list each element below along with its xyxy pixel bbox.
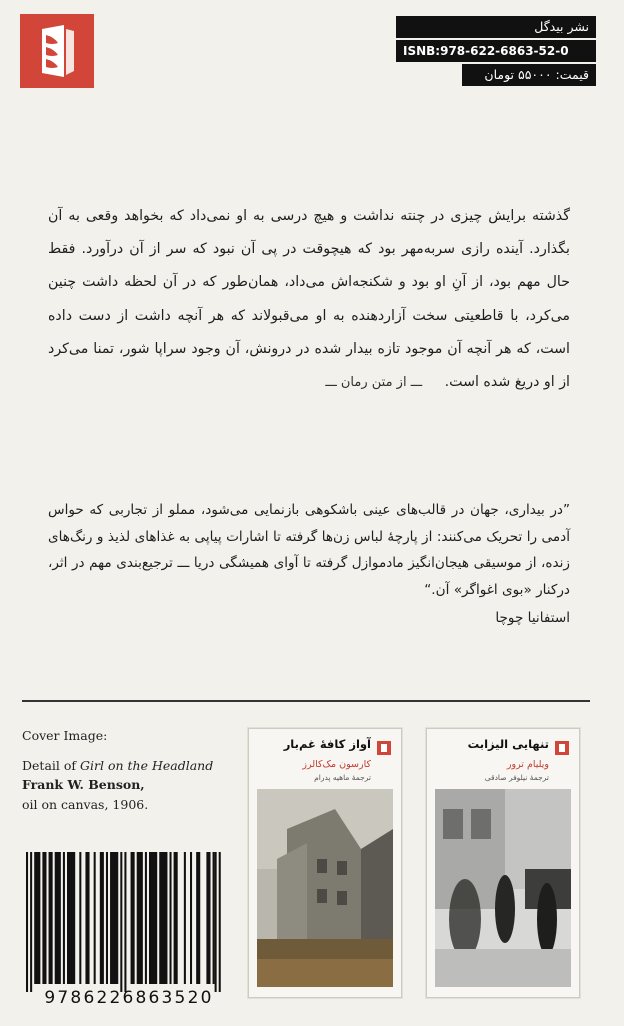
barcode-bar — [30, 852, 32, 992]
related-book-author: ویلیام ترور — [506, 759, 549, 770]
barcode-bar — [49, 852, 53, 984]
excerpt-text: گذشته برایش چیزی در چنته نداشت و هیچ درسی به او نمی‌داد که بخواهد وقعی به آن بگذارد. آینده رازی سربه‌مهر بود که هیچوقت در پی آن نبود که سر از آن درآورد. فقط حال مهم بود، از آنِ او بود و شکنجه‌اش می‌داد، همان‌طور که در آن لحظه داشت چنین می‌کرد، با قاطعیتی سخت آزاردهنده به او می‌قبولاند که هر آنچه داشت از دست داده است، که هر آنچه آن موجود تازه بیدار شده در درونش، آن وجود سراپا شور، تمنا می‌کرد از او دریغ شده است. — [48, 208, 570, 391]
barcode-bar — [196, 852, 200, 984]
excerpt-source: ـــ از متن رمان ـــ — [325, 375, 423, 391]
excerpt-paragraph — [48, 200, 570, 399]
cover-painting-house — [257, 789, 393, 987]
barcode-bar — [149, 852, 157, 984]
barcode-bar — [34, 852, 40, 984]
barcode-bar — [26, 852, 28, 992]
barcode-bar — [106, 852, 108, 984]
credit-detail — [22, 756, 232, 776]
related-book-cover — [248, 728, 402, 998]
barcode-bar — [137, 852, 143, 984]
barcode-bar — [42, 852, 46, 984]
barcode-bar — [100, 852, 104, 984]
quote-author: استفانیا چوچا — [495, 610, 570, 626]
barcode-bar — [55, 852, 61, 984]
barcode-bar — [219, 852, 221, 992]
book-shape-icon — [34, 23, 80, 79]
related-book-cover — [426, 728, 580, 998]
barcode-bar — [215, 852, 217, 992]
barcode-bar — [63, 852, 65, 984]
credit-medium: oil on canvas, 1906. — [22, 796, 149, 812]
mini-publisher-logo — [377, 741, 391, 755]
barcode-bar — [206, 852, 210, 984]
quote-text: ”در بیداری، جهان در قالب‌های عینی باشکوهی بازنمایی می‌شود، مملو از تجاربی که حواس آدمی را تحریک می‌کنند: از پارچهٔ لباس زن‌ها گرفته تا اشارات پیاپی به غذاهای لذیذ و رنگ‌های زنده، از موسیقی هیجان‌انگیز مادموازل گرفته تا آوای همیشگی دریا ـــ ترجیع‌بندی مهم در اثر، درکنار «بوی اغواگر» آن.“ — [48, 502, 570, 598]
mini-publisher-logo — [555, 741, 569, 755]
barcode-bar — [67, 852, 75, 984]
section-divider — [22, 700, 590, 702]
isbn-label: ISNB:978-622-6863-52-0 — [396, 40, 596, 62]
barcode-bar — [124, 852, 126, 992]
publisher-info — [396, 16, 596, 88]
barcode-bar — [79, 852, 81, 984]
barcode — [22, 852, 236, 992]
barcode-bar — [85, 852, 89, 984]
barcode-bar — [120, 852, 122, 992]
related-book-title: آواز کافهٔ غم‌بار — [283, 737, 371, 751]
price-label: قیمت: ۵۵۰۰۰ تومان — [462, 64, 596, 86]
related-book-author: کارسون مک‌کالرز — [302, 759, 371, 770]
barcode-bar — [94, 852, 96, 984]
barcode-bar — [159, 852, 167, 984]
credit-detail-prefix: Detail of — [22, 757, 77, 773]
related-book-translator: ترجمهٔ ماهیه پدرام — [314, 773, 371, 782]
credit-painting: Girl on the Headland — [80, 757, 214, 773]
credit-artist: Frank W. Benson, — [22, 777, 145, 792]
cover-photo-street — [435, 789, 571, 987]
publisher-logo — [20, 14, 94, 88]
barcode-bar — [174, 852, 178, 984]
cover-credit — [22, 726, 232, 814]
book-shape-icon — [558, 743, 566, 753]
barcode-bar — [145, 852, 147, 984]
barcode-digits: 9786226863520 — [44, 988, 214, 1008]
related-book-translator: ترجمهٔ نیلوفر صادقی — [484, 773, 549, 782]
barcode-bar — [184, 852, 186, 984]
review-quote — [48, 497, 570, 632]
book-shape-icon — [380, 743, 388, 753]
related-book-title: تنهایی الیزابت — [467, 737, 549, 751]
credit-heading: Cover Image: — [22, 728, 108, 743]
publisher-name: نشر بیدگل — [396, 16, 596, 38]
barcode-bar — [170, 852, 172, 984]
barcode-bar — [190, 852, 192, 984]
barcode-bar — [213, 852, 215, 984]
barcode-bar — [110, 852, 118, 984]
barcode-bar — [131, 852, 135, 984]
